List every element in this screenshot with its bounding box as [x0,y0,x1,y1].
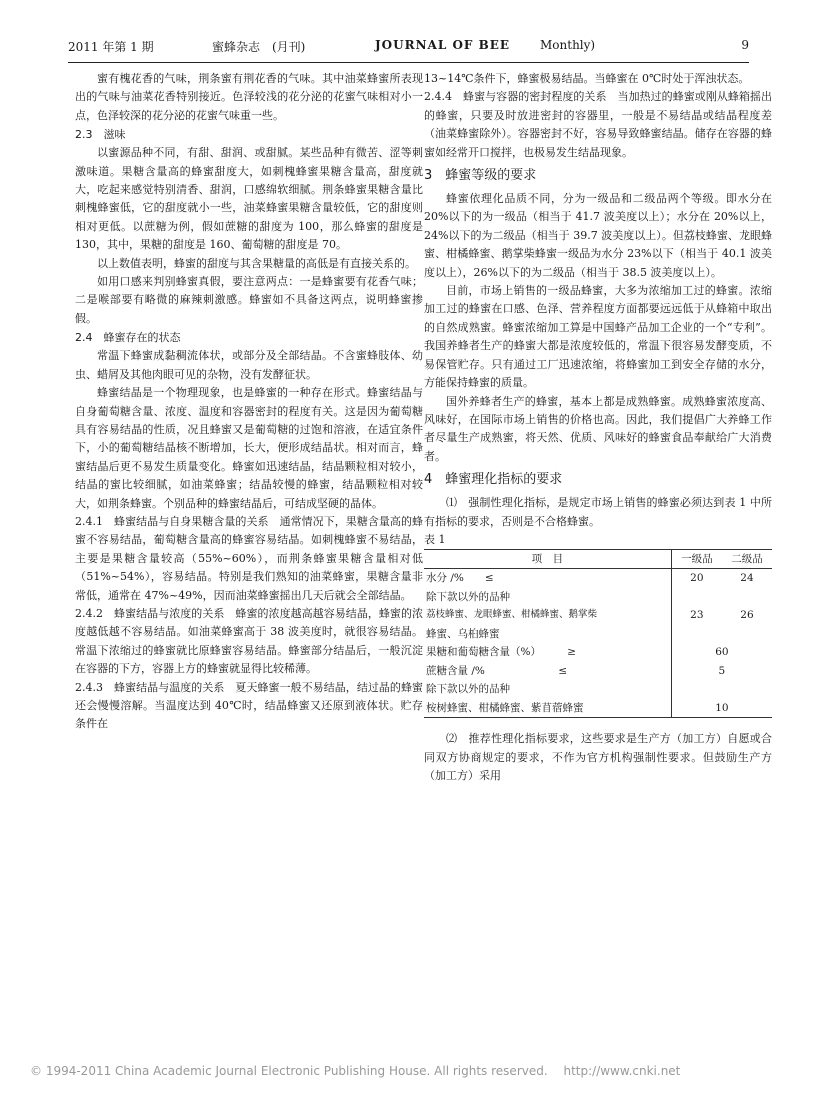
paragraph-2-4-4: 2.4.4 蜂蜜与容器的密封程度的关系 当加热过的蜂蜜或刚从蜂箱摇出的蜂蜜，只要及时放进密封的容器里，一般是不易结晶或结晶程度差（油菜蜂蜜除外）。容器密封不好，容易导致蜂蜜结晶。储存在容器的蜂蜜如经常开口搅拌，也极易发生结晶现象。 [424,90,772,159]
section-heading-2-3: 2.3 滋味 [75,128,126,142]
copyright-footer: © 1994-2011 China Academic Journal Electronic Publishing House. All rights reserved. http://www.cnki.net [30,1064,681,1078]
table-row: 水分 /% ≤ 20 24 [424,569,772,588]
paragraph-2-4-3: 2.4.3 蜂蜜结晶与温度的关系 夏天蜂蜜一般不易结晶，结过晶的蜂蜜还会慢慢溶解。当温度达到 40℃时，结晶蜂蜜又还原到液体状。贮存条件在 [75,680,423,731]
paragraph-2-4-1: 2.4.1 蜂蜜结晶与自身果糖含量的关系 通常情况下，果糖含量高的蜂蜜不容易结晶，葡萄糖含量高的蜂蜜容易结晶。如刺槐蜂蜜不易结晶，主要是果糖含量较高（55%~60%），而荆条蜂蜜果糖含量相对低（51%~54%），容易结晶。特别是我们熟知的油菜蜂蜜，果糖含量非常低，通常在 47%~49%，因而油菜蜂蜜摇出几天后就会全部结晶。 [75,514,423,602]
journal-frequency: Monthly) [540,38,596,52]
paragraph: 13~14℃条件下，蜂蜜极易结晶。当蜂蜜在 0℃时处于浑浊状态。 [424,72,750,85]
paragraph: 以蜜源品种不同，有甜、甜润、或甜腻。某些品种有微苦、涩等刺激味道。果糖含量高的蜂蜜甜度大，如刺槐蜂蜜果糖含量高，甜度就大，吃起来感觉特别清香、甜润，口感绵软细腻。荆条蜂蜜果糖含量比刺槐蜂蜜低，它的甜度就小一些，油菜蜂蜜果糖含量较低，它的甜度则相对更低。以蔗糖为例，假如蔗糖的甜度为 100，那么蜂蜜的甜度是 130，其中，果糖的甜度是 160、葡萄糖的甜度是 70。 [75,146,423,252]
left-column [75,70,423,734]
table-row: 蜂蜜、乌桕蜂蜜 [424,625,772,644]
table-caption: 表 1 [424,532,446,546]
table-row: 蔗糖含量 /% ≤ 5 [424,662,772,681]
paragraph: 国外养蜂者生产的蜂蜜，基本上都是成熟蜂蜜。成熟蜂蜜浓度高、风味好，在国际市场上销售的价格也高。因此，我们提倡广大养蜂工作者尽量生产成熟蜜，将天然、优质、风味好的蜂蜜食品奉献给广大消费者。 [424,394,772,463]
paragraph: 蜂蜜结晶是一个物理现象，也是蜂蜜的一种存在形式。蜂蜜结晶与自身葡萄糖含量、浓度、温度和容器密封的程度有关。这是因为葡萄糖具有容易结晶的性质，况且蜂蜜又是葡萄糖的过饱和溶液，在适宜条件下，小的葡萄糖结晶核不断增加，长大，便形成结晶状。相对而言，蜂蜜结晶后更不易发生质量变化。蜂蜜如迅速结晶，结晶颗粒相对较小，结晶的蜜比较细腻，如油菜蜂蜜；结晶较慢的蜂蜜，结晶颗粒相对较大，如荆条蜂蜜。个别品种的蜂蜜结晶后，可结成坚硬的晶体。 [75,386,423,510]
table-header-grade1: 一级品 [681,552,713,565]
header-rule [68,62,749,63]
table-header-item: 项 目 [424,549,671,569]
running-header [68,38,749,58]
table-row: 荔枝蜂蜜、龙眼蜂蜜、柑橘蜂蜜、鹅掌柴 23 26 [424,606,772,625]
page-number: 9 [741,38,749,52]
paragraph: 以上数值表明，蜂蜜的甜度与其含果糖量的高低是有直接关系的。 [97,256,416,270]
paragraph: ⑴ 强制性理化指标，是规定市场上销售的蜂蜜必须达到表 1 中所有指标的要求，否则是不合格蜂蜜。 [424,496,772,528]
journal-title-cn: 蜜蜂杂志 (月刊) [212,40,306,54]
issue-label: 2011 年第 1 期 [68,40,154,54]
paragraph: ⑵ 推荐性理化指标要求，这些要求是生产方（加工方）自愿或合同双方协商规定的要求，不作为官方机构强制性要求。但鼓励生产方（加工方）采用 [424,732,772,783]
paragraph-2-4-2: 2.4.2 蜂蜜结晶与浓度的关系 蜂蜜的浓度越高越容易结晶，蜂蜜的浓度越低越不容易结晶。如油菜蜂蜜高于 38 波美度时，就很容易结晶。常温下浓缩过的蜂蜜就比原蜂蜜容易结晶。蜂蜜部分结晶后，一般沉淀在容器的下方，容器上方的蜂蜜就显得比较稀薄。 [75,606,423,676]
table-row: 果糖和葡萄糖含量（%） ≥ 60 [424,643,772,662]
table-row: 桉树蜂蜜、柑橘蜂蜜、紫苜蓿蜂蜜 10 [424,699,772,718]
paragraph: 蜜有槐花香的气味，荆条蜜有荆花香的气味。其中油菜蜂蜜所表现出的气味与油菜花香特别接近。色泽较浅的花分泌的花蜜气味相对小一点，色泽较深的花分泌的花蜜气味重一些。 [75,72,423,122]
paragraph: 常温下蜂蜜成黏稠流体状，或部分及全部结晶。不含蜜蜂肢体、幼虫、蜡屑及其他肉眼可见的杂物，没有发酵征状。 [75,349,423,381]
section-heading-2-4: 2.4 蜂蜜存在的状态 [75,331,181,345]
paragraph: 如用口感来判别蜂蜜真假，要注意两点：一是蜂蜜要有花香气味；二是喉部要有略微的麻辣刺激感。蜂蜜如不具备这两点，说明蜂蜜掺假。 [75,275,423,325]
right-column [424,70,772,786]
paragraph: 目前，市场上销售的一级品蜂蜜，大多为浓缩加工过的蜂蜜。浓缩加工过的蜂蜜在口感、色泽、营养程度方面都要远远低于从蜂箱中取出的自然成熟蜜。蜂蜜浓缩加工算是中国蜂产品加工企业的一个“专利”。我国养蜂者生产的蜂蜜大都是浓度较低的，常温下很容易发酵变质，不易保管贮存。只有通过工厂迅速浓缩，将蜂蜜加工到安全存储的水分，方能保持蜂蜜的质量。 [424,284,772,390]
journal-title-en: JOURNAL OF BEE [375,38,511,52]
table-row: 除下款以外的品种 [424,680,772,699]
table-1 [424,549,772,719]
section-heading-4: 4 蜂蜜理化指标的要求 [424,472,563,488]
table-row: 除下款以外的品种 [424,588,772,607]
table-header-grade2: 二级品 [731,552,763,565]
section-heading-3: 3 蜂蜜等级的要求 [424,168,537,184]
paragraph: 蜂蜜依理化品质不同，分为一级品和二级品两个等级。即水分在 20%以下的为一级品（相当于 41.7 波美度以上）；水分在 20%以上，24%以下的为二级品（相当于 39.7 波美度以上）。但荔枝蜂蜜、龙眼蜂蜜、柑橘蜂蜜、鹅掌柴蜂蜜一级品为水分 23%以下（相当于 40.1 波美度以上），26%以下的为二级品（相当于 38.5 波美度以上）。 [424,192,772,279]
